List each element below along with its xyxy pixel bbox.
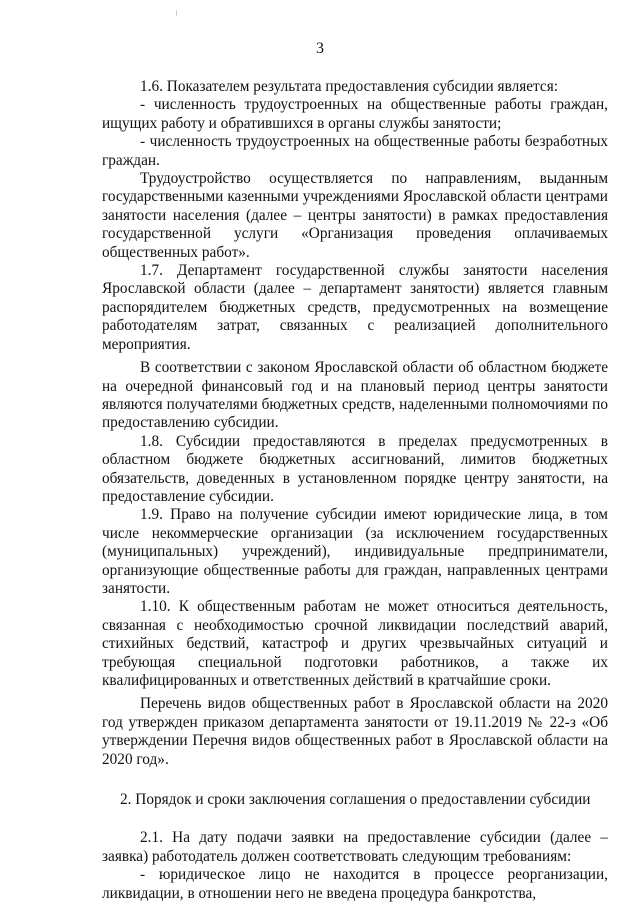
- list-item-job-seekers: - численность трудоустроенных на общественные работы граждан, ищущих работу и обратившихся в органы службы занятости;: [102, 96, 608, 132]
- scan-artifact: [176, 10, 177, 16]
- paragraph-employment: Трудоустройство осуществляется по направлениям, выданным государственными казенными учреждениями Ярославской области центрами занятости населения (далее – центры занятости) в рамках предоставления государственной услуги «Организация проведения оплачиваемых общественных работ».: [102, 170, 608, 261]
- paragraph-work-list: Перечень видов общественных работ в Ярославской области на 2020 год утвержден приказом департамента занятости от 19.11.2019 № 22-з «Об утверждении Перечня видов общественных работ в Ярославской области на 2020 год».: [102, 695, 608, 768]
- paragraph-1-8: 1.8. Субсидии предоставляются в пределах предусмотренных в областном бюджете бюджетных ассигнований, лимитов бюджетных обязательств, доведенных в установленном порядке центру занятости, на предоставление субсидии.: [102, 432, 608, 505]
- section-heading: 2. Порядок и сроки заключения соглашения о предоставлении субсидии: [120, 791, 591, 809]
- paragraph-budget-law: В соответствии с законом Ярославской области об областном бюджете на очередной финансовый год и на плановый период центры занятости являются получателями бюджетных средств, наделенными полномочиями по предоставлению субсидии.: [102, 359, 608, 432]
- list-item-unemployed: - численность трудоустроенных на общественные работы безработных граждан.: [102, 133, 608, 169]
- paragraph-1-6: 1.6. Показателем результата предоставления субсидии является:: [140, 78, 558, 95]
- paragraph-1-9: 1.9. Право на получение субсидии имеют юридические лица, в том числе некоммерческие организации (за исключением государственных (муниципальных) учреждений), индивидуальные предприниматели, организующие общественные работы для граждан, направленных центрами занятости.: [102, 506, 608, 597]
- page-number: 3: [316, 40, 324, 57]
- paragraph-1-10: 1.10. К общественным работам не может относиться деятельность, связанная с необходимостью срочной ликвидации последствий аварий, стихийных бедствий, катастроф и других чрезвычайных ситуаций и требующая специальной подготовки работников, а также их квалифицированных и ответственных действий в кратчайшие сроки.: [102, 598, 608, 689]
- document-body: [102, 78, 608, 903]
- paragraph-2-1: 2.1. На дату подачи заявки на предоставление субсидии (далее – заявка) работодатель должен соответствовать следующим требованиям:: [102, 829, 608, 865]
- paragraph-1-7: 1.7. Департамент государственной службы занятости населения Ярославской области (далее – департамент занятости) является главным распорядителем бюджетных средств, предусмотренных на возмещение работодателям затрат, связанных с реализацией дополнительного мероприятия.: [102, 262, 608, 353]
- list-item-no-reorganization: - юридическое лицо не находится в процессе реорганизации, ликвидации, в отношении него не введена процедура банкротства,: [102, 866, 608, 902]
